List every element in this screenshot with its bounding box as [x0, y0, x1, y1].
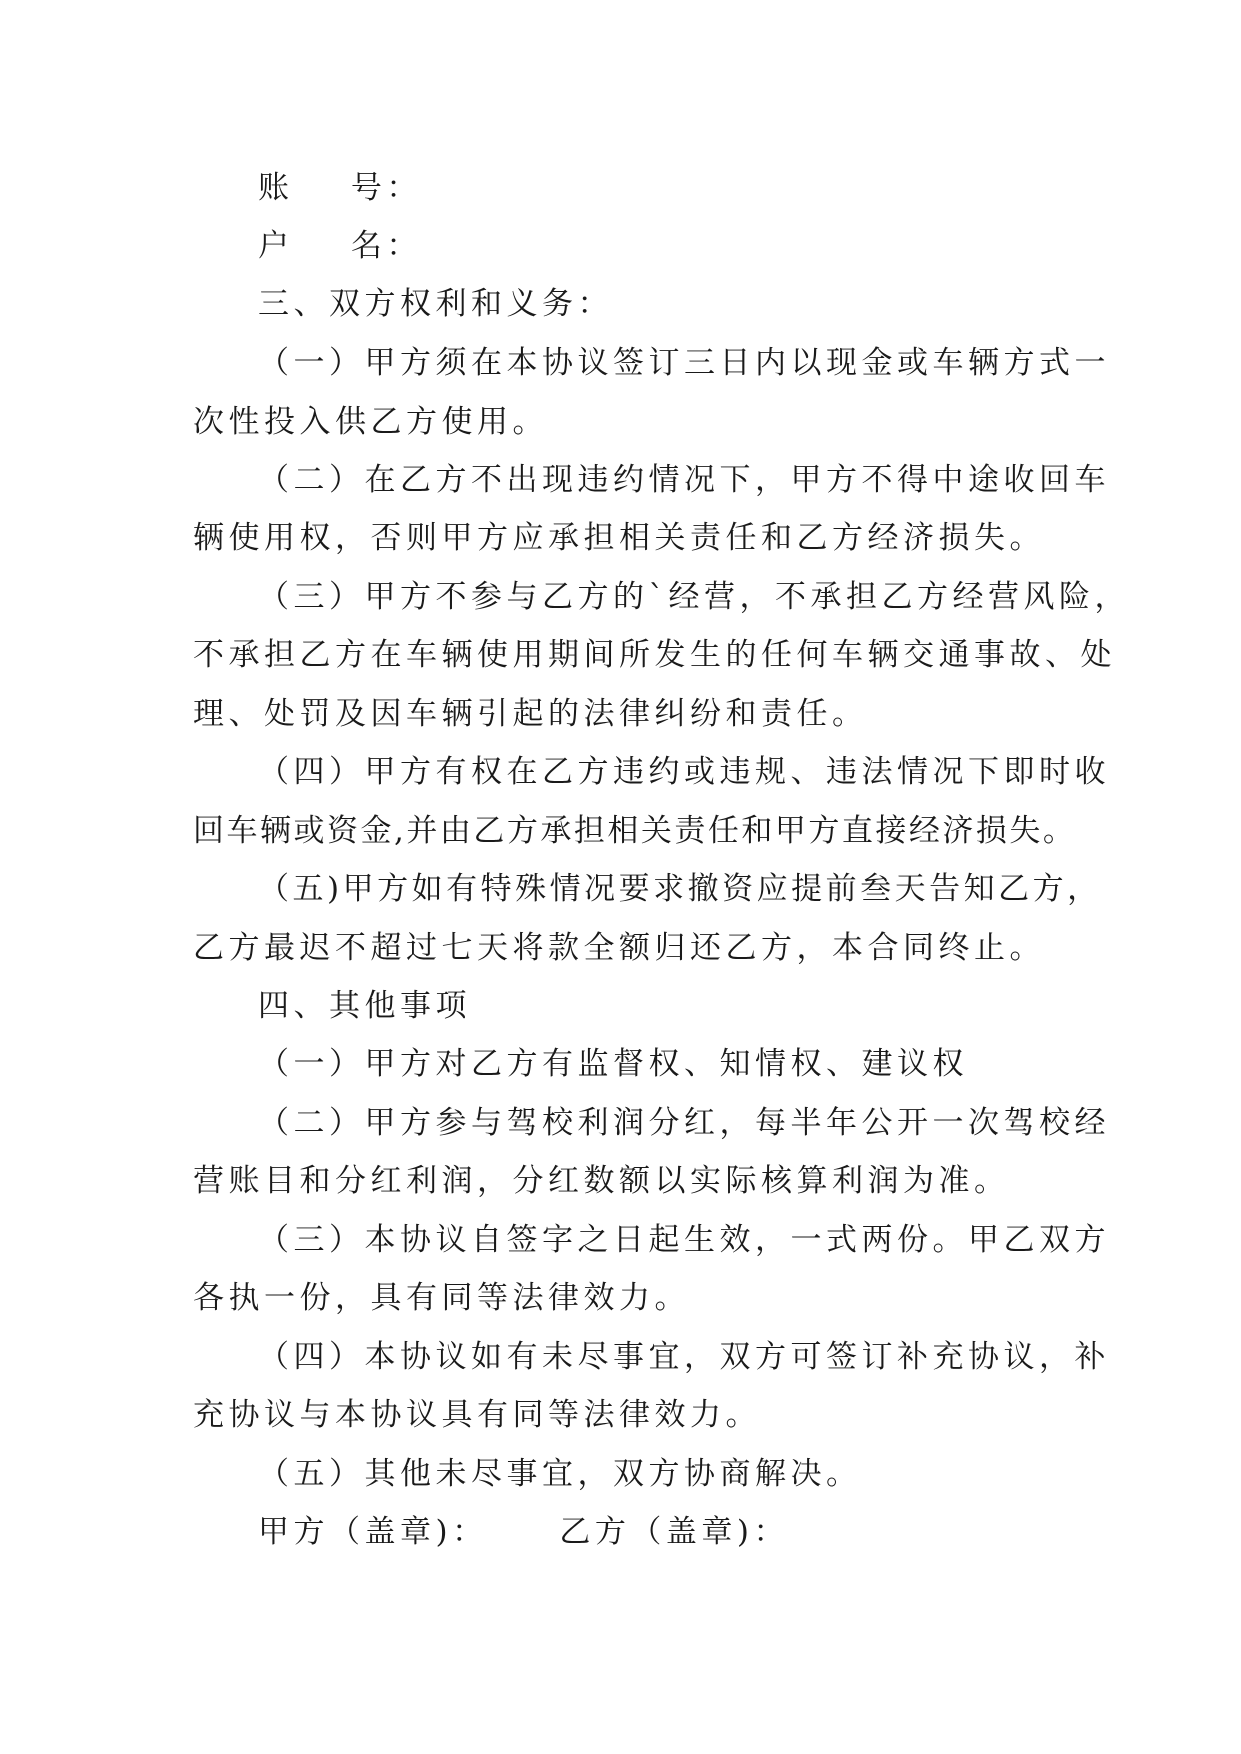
- s3-item-2-line-1: （二）在乙方不出现违约情况下，甲方不得中途收回车: [258, 462, 1110, 498]
- s3-item-4-line-2: 回车辆或资金,并由乙方承担相关责任和甲方直接经济损失。: [193, 813, 1077, 849]
- s4-item-1-line-1: （一）甲方对乙方有监督权、知情权、建议权: [258, 1046, 968, 1082]
- s4-item-2-line-2: 营账目和分红利润，分红数额以实际核算利润为准。: [193, 1163, 1010, 1199]
- section-3-heading: 三、双方权利和义务：: [258, 286, 613, 322]
- s3-item-5-line-2: 乙方最迟不超过七天将款全额归还乙方，本合同终止。: [193, 930, 1045, 966]
- s3-item-2-line-2: 辆使用权，否则甲方应承担相关责任和乙方经济损失。: [193, 520, 1045, 556]
- section-4-heading: 四、其他事项: [258, 988, 471, 1024]
- s3-item-4-line-1: （四）甲方有权在乙方违约或违规、违法情况下即时收: [258, 754, 1110, 790]
- account-name-label: 户 名：: [258, 228, 422, 264]
- s4-item-3-line-2: 各执一份，具有同等法律效力。: [193, 1280, 690, 1316]
- s3-item-5-line-1: （五)甲方如有特殊情况要求撤资应提前叁天告知乙方，: [258, 871, 1102, 907]
- s4-item-5-line-1: （五）其他未尽事宜，双方协商解决。: [258, 1456, 862, 1492]
- account-number-label: 账 号：: [258, 170, 422, 206]
- signature-line: 甲方（盖章)： 乙方（盖章)：: [258, 1514, 789, 1550]
- s3-item-3-line-2: 不承担乙方在车辆使用期间所发生的任何车辆交通事故、处: [193, 637, 1116, 673]
- s3-item-1-line-2: 次性投入供乙方使用。: [193, 404, 548, 440]
- s4-item-3-line-1: （三）本协议自签字之日起生效，一式两份。甲乙双方: [258, 1222, 1110, 1258]
- s3-item-3-line-1: （三）甲方不参与乙方的`经营，不承担乙方经营风险，: [258, 579, 1130, 615]
- s3-item-1-line-1: （一）甲方须在本协议签订三日内以现金或车辆方式一: [258, 345, 1110, 381]
- s3-item-3-line-3: 理、处罚及因车辆引起的法律纠纷和责任。: [193, 696, 868, 732]
- s4-item-2-line-1: （二）甲方参与驾校利润分红，每半年公开一次驾校经: [258, 1105, 1110, 1141]
- s4-item-4-line-1: （四）本协议如有未尽事宜，双方可签订补充协议，补: [258, 1339, 1110, 1375]
- s4-item-4-line-2: 充协议与本协议具有同等法律效力。: [193, 1397, 761, 1433]
